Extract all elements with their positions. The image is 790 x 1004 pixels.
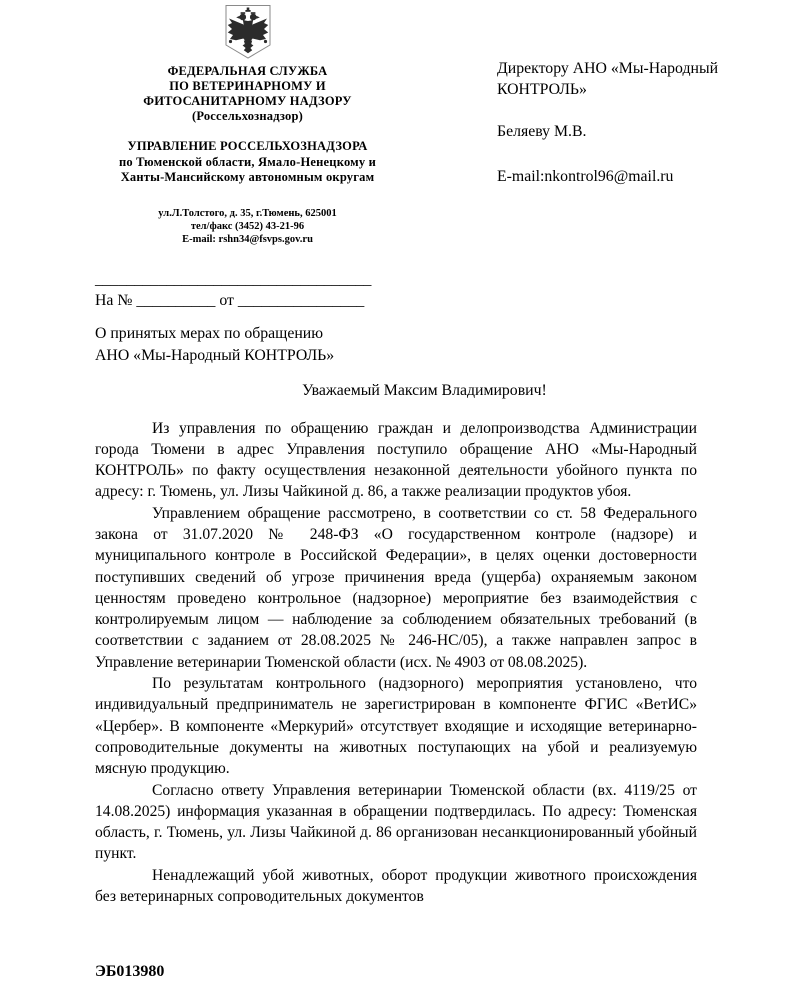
recipient-title: Директору АНО «Мы-Народный КОНТРОЛЬ»: [497, 60, 719, 98]
electronic-signature-code: ЭБ013980: [95, 963, 165, 980]
recipient-block: [497, 4, 732, 187]
letter-header: [95, 4, 719, 246]
contact-phone: тел/факс (3452) 43-21-96: [190, 220, 305, 232]
outgoing-number-blank-line: ___________________________________: [95, 270, 372, 288]
double-headed-eagle-icon: [223, 4, 273, 60]
regional-office-name: [95, 139, 400, 186]
subject-line: АНО «Мы-Народный КОНТРОЛЬ»: [95, 346, 335, 364]
letter-body: [95, 418, 697, 908]
letterhead-block: [95, 4, 400, 246]
office-line: по Тюменской области, Ямало-Ненецкому и: [118, 154, 377, 169]
subject-line: О принятых мерах по обращению: [95, 324, 324, 342]
contact-email: E-mail: rshn34@fsvps.gov.ru: [182, 233, 313, 245]
service-line: (Россельхознадзор): [191, 109, 304, 123]
body-paragraph: Управлением обращение рассмотрено, в соответствии со ст. 58 Федерального закона от 31.07.2020 № 248-ФЗ «О государственном контроле (надзоре) и муниципального контроле в Российской Федерации», в целях оценки достоверности поступивших сведений об угрозе причинения вреда (ущерба) охраняемым законом ценностям проведено контрольное (надзорное) мероприятие без взаимодействия с контролируемым лицом — наблюдение за соблюдением обязательных требований (в соответствии с заданием от 28.08.2025 № 246-НС/05), а также направлен запрос в Управление ветеринарии Тюменской области (исх. № 4903 от 08.08.2025).: [95, 504, 697, 671]
incoming-reference-line: На № __________ от ________________: [95, 291, 365, 309]
federal-service-name: [95, 64, 400, 124]
office-line: УПРАВЛЕНИЕ РОССЕЛЬХОЗНАДЗОРА: [127, 139, 368, 153]
salutation: Уважаемый Максим Владимирович!: [302, 381, 547, 399]
contact-address: ул.Л.Толстого, д. 35, г.Тюмень, 625001: [158, 207, 337, 219]
reference-block: [95, 269, 697, 311]
service-line: ПО ВЕТЕРИНАРНОМУ И: [169, 79, 326, 93]
body-paragraph: По результатам контрольного (надзорного) мероприятия установлено, что индивидуальный предприниматель не зарегистрирован в компоненте ФГИС «ВетИС» «Цербер». В компоненте «Меркурий» отсутствует входящие и исходящие ветеринарно-сопроводительные документы на животных поступающих на убой и реализуемую мясную продукцию.: [95, 675, 697, 778]
body-paragraph: Из управления по обращению граждан и делопроизводства Администрации города Тюмени в адрес Управления поступило обращение АНО «Мы-Народный КОНТРОЛЬ» по факту осуществления незаконной деятельности убойного пункта по адресу: г. Тюмень, ул. Лизы Чайкиной д. 86, а также реализации продуктов убоя.: [95, 419, 697, 501]
office-line: Ханты-Мансийскому автономным округам: [120, 170, 375, 184]
body-paragraph: Согласно ответу Управления ветеринарии Тюменской области (вх. 4119/25 от 14.08.2025) информация указанная в обращении подтвердилась. По адресу: Тюменская область, г. Тюмень, ул. Лизы Чайкиной д. 86 организован несанкционированный убойный пункт.: [95, 781, 697, 863]
service-line: ФИТОСАНИТАРНОМУ НАДЗОРУ: [143, 94, 352, 108]
body-paragraph: Ненадлежащий убой животных, оборот продукции животного происхождения без ветеринарных сопроводительных документов: [95, 866, 697, 906]
recipient-name: Беляеву М.В.: [497, 123, 587, 140]
service-line: ФЕДЕРАЛЬНАЯ СЛУЖБА: [167, 64, 328, 78]
recipient-email: E-mail:nkontrol96@mail.ru: [497, 168, 674, 185]
subject-block: [95, 323, 425, 367]
office-contact-info: [95, 207, 400, 246]
